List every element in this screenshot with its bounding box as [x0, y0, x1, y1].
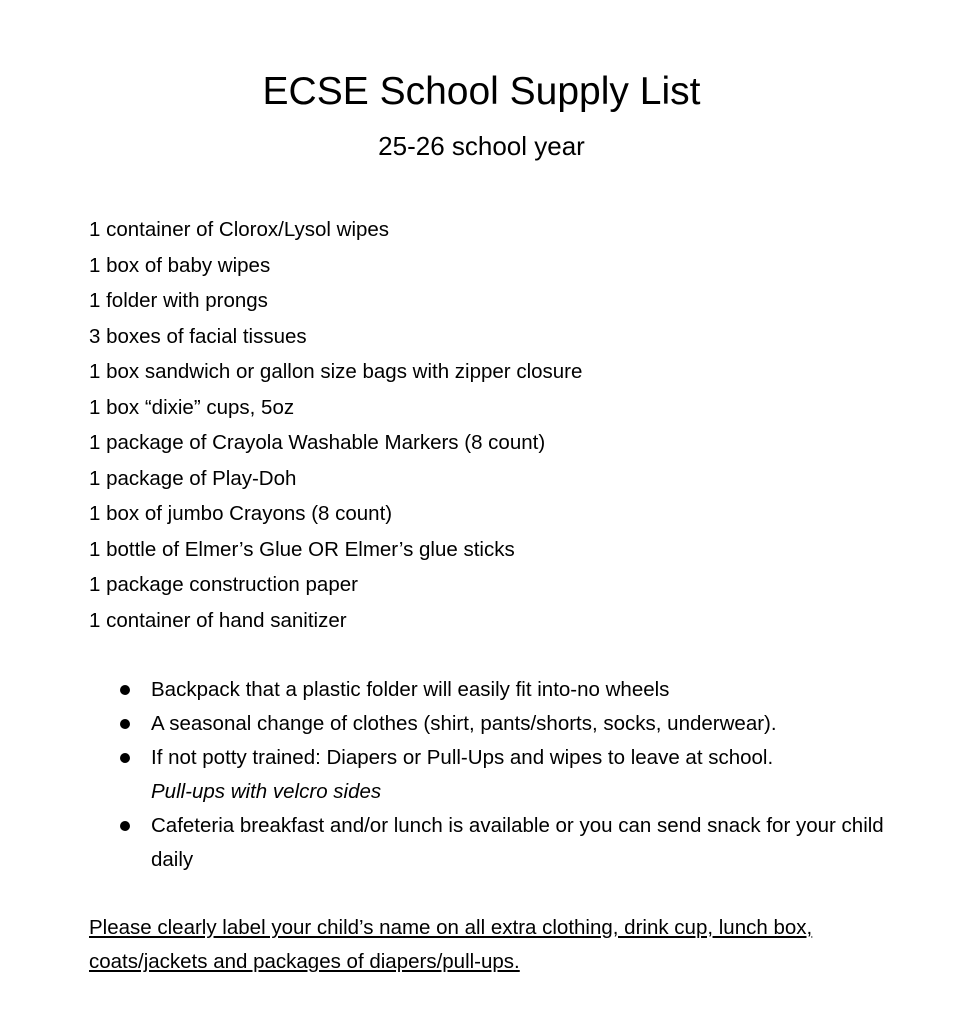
supply-item: 1 folder with prongs: [89, 289, 268, 312]
notes-list: [89, 673, 899, 877]
bullet-icon: [120, 685, 130, 695]
supply-item: 3 boxes of facial tissues: [89, 324, 307, 348]
note-item: [89, 809, 899, 877]
supply-item: 1 package of Play-Doh: [89, 466, 297, 490]
supply-item: 1 box “dixie” cups, 5oz: [89, 395, 295, 419]
supply-list: [89, 212, 582, 638]
note-subtext: Pull-ups with velcro sides: [151, 780, 382, 803]
bullet-icon: [120, 719, 130, 729]
note-text: A seasonal change of clothes (shirt, pants/shorts, socks, underwear).: [151, 712, 777, 735]
supply-item: 1 box of baby wipes: [89, 253, 271, 277]
bullet-icon: [120, 753, 130, 763]
supply-item: 1 box of jumbo Crayons (8 count): [89, 502, 393, 525]
supply-item: 1 box sandwich or gallon size bags with zipper closure: [89, 360, 583, 383]
supply-item: 1 package of Crayola Washable Markers (8 count): [89, 431, 546, 454]
supply-item: 1 bottle of Elmer’s Glue OR Elmer’s glue sticks: [89, 537, 515, 561]
page-subtitle: 25-26 school year: [378, 131, 585, 161]
note-text: If not potty trained: Diapers or Pull-Ups and wipes to leave at school.: [151, 746, 774, 769]
supply-item: 1 container of hand sanitizer: [89, 608, 347, 632]
supply-item: 1 container of Clorox/Lysol wipes: [89, 218, 390, 241]
bullet-icon: [120, 821, 130, 831]
supply-item: 1 package construction paper: [89, 573, 358, 596]
labeling-reminder: Please clearly label your child’s name on all extra clothing, drink cup, lunch box, coats/jackets and packages of diapers/pull-ups.: [89, 916, 813, 973]
note-item: [89, 707, 899, 741]
note-item: [89, 741, 899, 809]
note-text: Backpack that a plastic folder will easily fit into-no wheels: [151, 678, 670, 701]
note-item: [89, 673, 899, 707]
note-text: Cafeteria breakfast and/or lunch is available or you can send snack for your child daily: [151, 814, 884, 871]
page-title: ECSE School Supply List: [262, 70, 701, 113]
